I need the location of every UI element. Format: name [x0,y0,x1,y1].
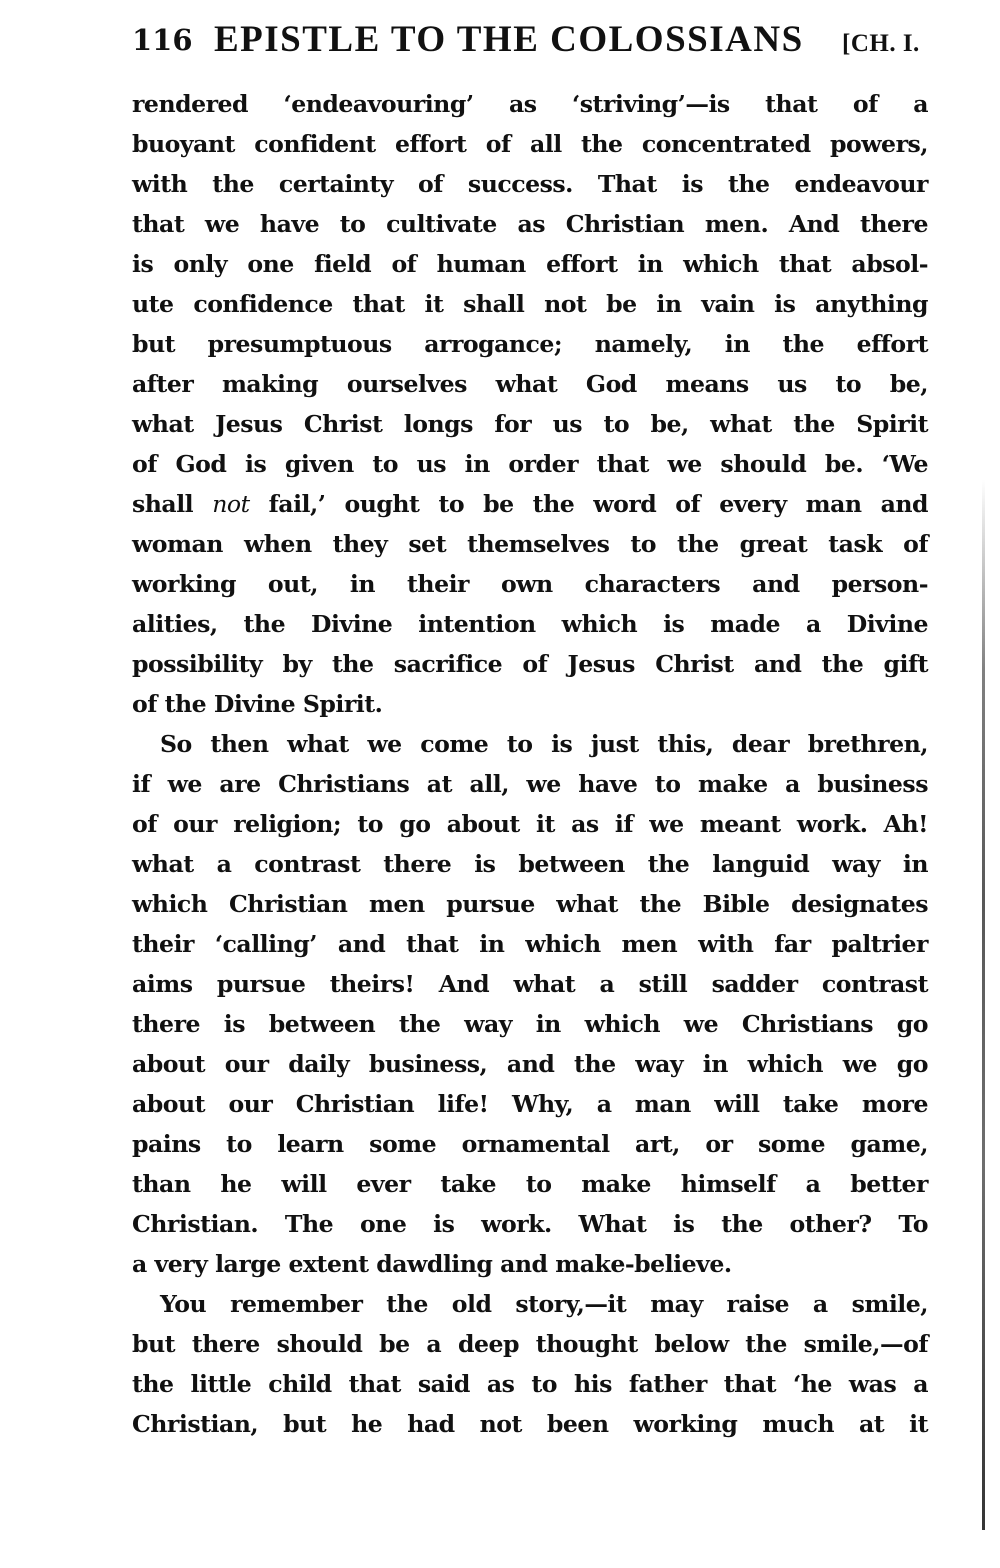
text-line: what a contrast there is between the languid way in [132,850,928,878]
scan-edge-shadow [982,480,985,1530]
text-line: working out, in their own characters and person- [132,570,928,598]
text-line: than he will ever take to make himself a better [132,1170,928,1198]
text-line: rendered ‘endeavouring’ as ‘striving’—is that of a [132,90,928,118]
text-line: which Christian men pursue what the Bible designates [132,890,928,918]
text-line: there is between the way in which we Christians go [132,1010,928,1038]
text-fragment: shall [132,490,213,518]
text-line: but presumptuous arrogance; namely, in the effort [132,330,928,358]
paragraph-3 [132,1284,928,1444]
text-line: aims pursue theirs! And what a still sadder contrast [132,970,928,998]
text-line: woman when they set themselves to the great task of [132,530,928,558]
text-line: of our religion; to go about it as if we meant work. Ah! [132,810,928,838]
text-line: is only one field of human effort in which that absol- [132,250,928,278]
chapter-reference: [CH. I. [842,30,920,57]
text-line: alities, the Divine intention which is made a Divine [132,610,928,638]
text-line: Christian, but he had not been working much at it [132,1410,928,1438]
paragraph-2 [132,724,928,1284]
page-number: 116 [132,23,193,57]
paragraph-1 [132,84,928,724]
text-line: with the certainty of success. That is the endeavour [132,170,928,198]
text-line: about our daily business, and the way in which we go [132,1050,928,1078]
body-text [132,84,928,1444]
text-line: ute confidence that it shall not be in vain is anything [132,290,928,318]
running-title: EPISTLE TO THE COLOSSIANS [214,19,804,60]
page-header [132,18,932,66]
text-line: a very large extent dawdling and make-believe. [132,1250,732,1278]
text-line-with-emphasis [132,484,928,524]
text-line: Christian. The one is work. What is the other? To [132,1210,928,1238]
text-line: pains to learn some ornamental art, or some game, [132,1130,928,1158]
text-line: if we are Christians at all, we have to make a business [132,770,928,798]
text-line: of God is given to us in order that we should be. ‘We [132,450,928,478]
text-line: after making ourselves what God means us to be, [132,370,928,398]
text-line: So then what we come to is just this, dear brethren, [160,730,928,758]
text-line: the little child that said as to his father that ‘he was a [132,1370,928,1398]
text-line: You remember the old story,—it may raise a smile, [160,1290,928,1318]
text-line: but there should be a deep thought below the smile,—of [132,1330,928,1358]
text-line: of the Divine Spirit. [132,690,383,718]
text-line: about our Christian life! Why, a man will take more [132,1090,928,1118]
text-fragment: fail,’ ought to be the word of every man and [249,490,929,518]
text-line: buoyant confident effort of all the concentrated powers, [132,130,928,158]
text-line: their ‘calling’ and that in which men with far paltrier [132,930,928,958]
text-line: that we have to cultivate as Christian men. And there [132,210,928,238]
text-line: possibility by the sacrifice of Jesus Christ and the gift [132,650,928,678]
text-line: what Jesus Christ longs for us to be, what the Spirit [132,410,928,438]
emphasized-word: not [212,490,250,518]
